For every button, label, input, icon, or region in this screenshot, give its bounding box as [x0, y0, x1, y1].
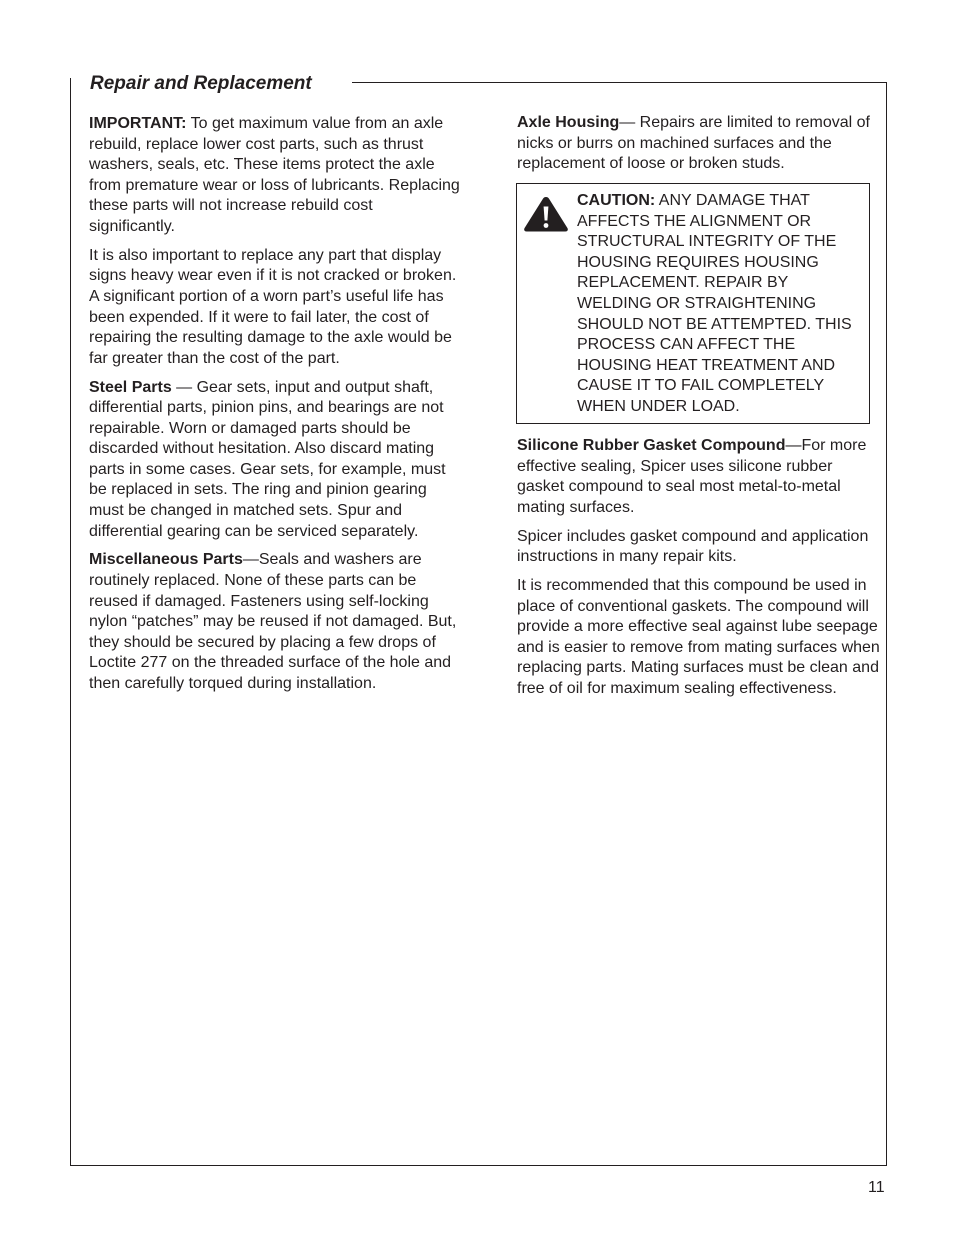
- misc-parts-text: —Seals and washers are routinely replaced. None of these parts can be reused if damaged. Fasteners using self-locking nylon “patches” may be reused if not damaged. But, they should be secured by placing a few drops of Loctite 277 on the threaded surface of the hole and then carefully torqued during installation.: [89, 551, 457, 692]
- right-column: [517, 113, 883, 708]
- warning-triangle-icon: [523, 196, 569, 232]
- frame-right-rule: [886, 82, 887, 1166]
- silicone-label: Silicone Rubber Gasket Compound: [517, 436, 786, 454]
- frame-left-rule: [70, 78, 71, 1166]
- steel-parts-label: Steel Parts: [89, 378, 172, 396]
- section-title: Repair and Replacement: [90, 73, 312, 94]
- caution-text: ANY DAMAGE THAT AFFECTS THE ALIGNMENT OR STRUCTURAL INTEGRITY OF THE HOUSING REQUIRES HOUSING REPLACEMENT. REPAIR BY WELDING OR STRAIGHTENING SHOULD NOT BE ATTEMPTED. THIS PROCESS CAN AFFECT THE HOUSING HEAT TREATMENT AND CAUSE IT TO FAIL COMPLETELY WHEN UNDER LOAD.: [577, 191, 852, 415]
- steel-parts-text: — Gear sets, input and output shaft, differential parts, pinion pins, and bearings are not repairable. Worn or damaged parts should be discarded without hesitation. Also discard mating parts in some cases. Gear sets, for example, must be replaced in sets. The ring and pinion gearing must be changed in matched sets. Spur and differential gearing can be serviced separately.: [89, 378, 446, 540]
- caution-label: CAUTION:: [577, 191, 656, 209]
- steel-parts-paragraph: [89, 378, 461, 543]
- silicone-text: —For more effective sealing, Spicer uses silicone rubber gasket compound to seal most metal-to-metal mating surfaces.: [517, 436, 867, 516]
- spicer-kits-paragraph: Spicer includes gasket compound and application instructions in many repair kits.: [517, 527, 869, 566]
- important-text: To get maximum value from an axle rebuild, replace lower cost parts, such as thrust washers, seals, etc. These items protect the axle from premature wear or loss of lubricants. Replacing these parts will not increase rebuild cost significantly.: [89, 115, 460, 235]
- axle-housing-text: — Repairs are limited to removal of nicks or burrs on machined surfaces and the replacement of loose or broken studs.: [517, 114, 870, 173]
- recommendation-paragraph: It is recommended that this compound be used in place of conventional gaskets. The compound will provide a more effective seal against lube seepage and is easier to remove from mating surfaces when replacing parts. Mating surfaces must be clean and free of oil for maximum sealing effectiveness.: [517, 576, 880, 697]
- misc-parts-paragraph: [89, 550, 461, 694]
- left-column: [89, 114, 461, 703]
- misc-parts-label: Miscellaneous Parts: [89, 551, 243, 569]
- frame-bottom-rule: [70, 1165, 887, 1166]
- silicone-paragraph: [517, 436, 883, 518]
- axle-housing-paragraph: [517, 113, 883, 175]
- important-label: IMPORTANT:: [89, 115, 187, 132]
- page-number: 11: [868, 1179, 885, 1196]
- caution-box: [516, 183, 870, 424]
- frame-top-rule: [352, 82, 887, 83]
- important-paragraph: [89, 114, 461, 238]
- axle-housing-label: Axle Housing: [517, 114, 620, 131]
- caution-text-block: [577, 191, 867, 418]
- heavy-wear-paragraph: It is also important to replace any part that display signs heavy wear even if it is not cracked or broken. A significant portion of a worn part’s useful life has been expended. If it were to fail later, the cost of repairing the resulting damage to the axle would be far greater than the cost of the part.: [89, 246, 457, 367]
